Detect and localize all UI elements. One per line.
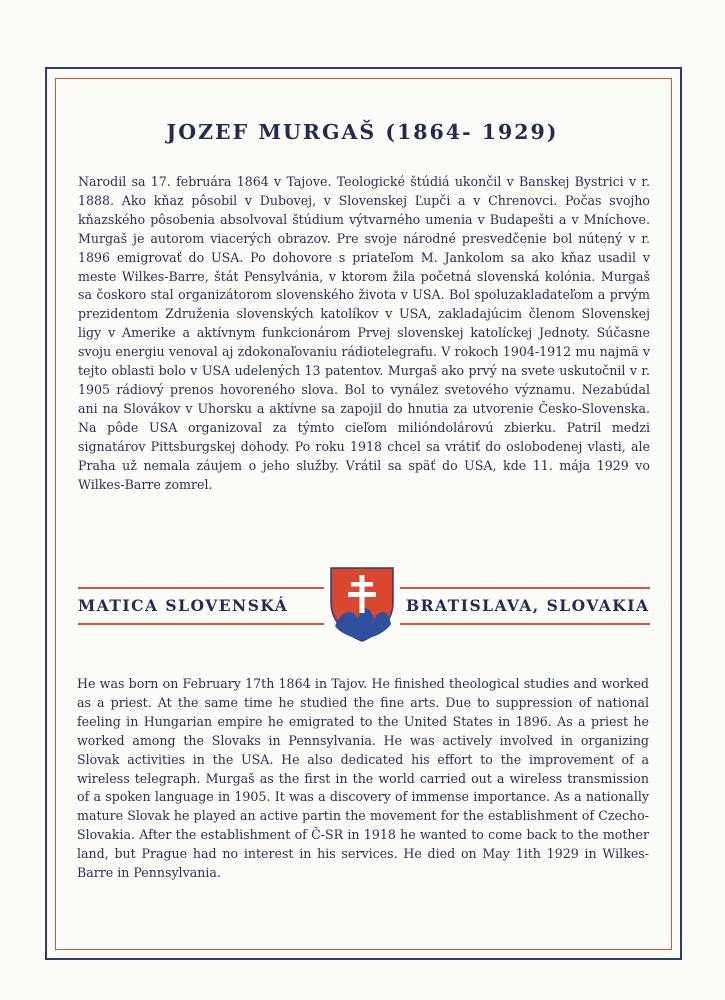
banner-right-top-line — [400, 587, 650, 589]
page-title: JOZEF MURGAŠ (1864- 1929) — [166, 120, 559, 144]
banner-left-top-line — [78, 587, 324, 589]
banner-right-bottom-line — [400, 623, 650, 625]
slovak-coat-of-arms-icon — [329, 566, 395, 642]
english-biography-text: He was born on February 17th 1864 in Tajov. He finished theological studies and worked as a priest. At the same time he studied the fine arts. Due to suppression of national feeling in Hungarian empire he emigrated to the United States in 1896. As a priest he worked among the Slovaks in Pennsylvania. He was actively involved in organizing Slovak activities in the USA. He also dedicated his effort to the improvement of a wireless telegraph. Murgaš as the first in the world carried out a wireless transmission of a spoken language in 1905. It was a discovery of immense importance. As a nationally mature Slovak he played an active partin the movement for the establishment of Czecho-Slovakia. After the establishment of Č-SR in 1918 he wanted to come back to the mother land, but Prague had no interest in his services. He died on May 1ith 1929 in Wilkes-Barre in Pennsylvania. — [77, 676, 649, 881]
banner-right-label: BRATISLAVA, SLOVAKIA — [406, 596, 650, 615]
banner-left-bottom-line — [78, 623, 324, 625]
slovak-biography-text: Narodil sa 17. februára 1864 v Tajove. Teologické štúdiá ukončil v Banskej Bystrici v r. 1888. Ako kňaz pôsobil v Dubovej, v Slovenskej Ľupči a v Chrenovci. Počas svojho kňazského pôsobenia absolvoval štúdium výtvarného umenia v Budapešti a v Mníchove. Murgaš je autorom viacerých obrazov. Pre svoje národné presvedčenie bol nútený v r. 1896 emigrovať do USA. Po dohovore s priateľom M. Jankolom sa ako kňaz usadil v meste Wilkes-Barre, štát Pensylvánia, v ktorom žila početná slovenská kolónia. Murgaš sa čoskoro stal organizátorom slovenského života v USA. Bol spoluzakladateľom a prvým prezidentom Združenia slovenských katolíkov v USA, zakladajúcim členom Slovenskej ligy v Amerike a aktívnym funkcionárom Prvej slovenskej katolíckej Jednoty. Súčasne svoju energiu venoval aj zdokonaľovaniu rádiotelegrafu. V rokoch 1904-1912 mu najmä v tejto oblasti bolo v USA udelených 13 patentov. Murgaš ako prvý na svete uskutočnil v r. 1905 rádiový prenos hovoreného slova. Bol to vynález svetového významu. Nezabúdal ani na Slovákov v Uhorsku a aktívne sa zapojil do hnutia za utvorenie Česko-Slovenska. Na pôde USA organizoval za týmto cieľom milióndolárovú zbierku. Patril medzi signatárov Pittsburgskej dohody. Po roku 1918 chcel sa vrátiť do oslobodenej vlasti, ale Praha už nemala záujem o jeho služby. Vrátil sa späť do USA, kde 11. mája 1929 vo Wilkes-Barre zomrel. — [78, 174, 650, 492]
banner-left-label: MATICA SLOVENSKÁ — [78, 596, 289, 615]
